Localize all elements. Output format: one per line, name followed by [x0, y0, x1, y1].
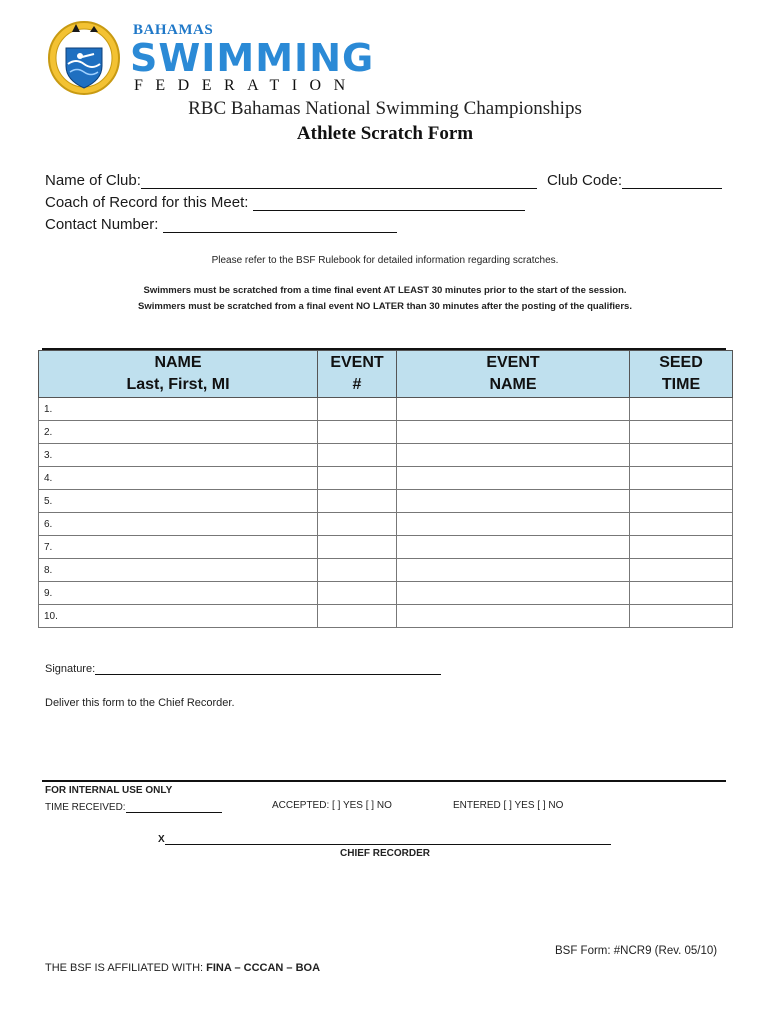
- table-header-row: [39, 351, 733, 398]
- name-cell[interactable]: 8.: [39, 559, 318, 582]
- event-name-cell[interactable]: [397, 536, 630, 559]
- seed-time-cell[interactable]: [630, 421, 733, 444]
- name-cell[interactable]: 2.: [39, 421, 318, 444]
- table-row: [39, 398, 733, 421]
- form-id: BSF Form: #NCR9 (Rev. 05/10): [555, 945, 718, 957]
- event-number-cell[interactable]: [318, 421, 397, 444]
- event-number-cell[interactable]: [318, 536, 397, 559]
- event-name-cell[interactable]: [397, 605, 630, 628]
- table-row: [39, 536, 733, 559]
- table-row: [39, 467, 733, 490]
- event-name-cell[interactable]: [397, 398, 630, 421]
- table-row: [39, 421, 733, 444]
- logo-text-swimming: SWIMMING: [130, 36, 375, 80]
- logo-text-federation: FEDERATION: [134, 77, 358, 94]
- table-row: [39, 559, 733, 582]
- internal-use-rule: [42, 780, 726, 782]
- coach-field[interactable]: [45, 194, 525, 211]
- seed-time-cell[interactable]: [630, 490, 733, 513]
- seed-time-cell[interactable]: [630, 513, 733, 536]
- coach-label: Coach of Record for this Meet:: [45, 194, 249, 211]
- table-row: [39, 490, 733, 513]
- event-number-cell[interactable]: [318, 559, 397, 582]
- seed-time-cell[interactable]: [630, 605, 733, 628]
- event-number-cell[interactable]: [318, 444, 397, 467]
- event-name-cell[interactable]: [397, 559, 630, 582]
- seed-time-cell[interactable]: [630, 467, 733, 490]
- club-code-label: Club Code:: [547, 172, 623, 189]
- affiliation-line: [45, 962, 320, 974]
- club-code-field[interactable]: [547, 172, 722, 189]
- name-cell[interactable]: 3.: [39, 444, 318, 467]
- internal-use-label: FOR INTERNAL USE ONLY: [45, 785, 173, 796]
- table-row: [39, 513, 733, 536]
- signature-line[interactable]: [95, 661, 441, 675]
- table-row: [39, 444, 733, 467]
- name-cell[interactable]: 4.: [39, 467, 318, 490]
- header-name: NAME Last, First, MI: [39, 351, 318, 398]
- event-number-cell[interactable]: [318, 513, 397, 536]
- table-row: [39, 605, 733, 628]
- form-subtitle: Athlete Scratch Form: [296, 123, 474, 144]
- event-name-cell[interactable]: [397, 490, 630, 513]
- name-cell[interactable]: 10.: [39, 605, 318, 628]
- seed-time-cell[interactable]: [630, 398, 733, 421]
- accepted-checkboxes[interactable]: ACCEPTED: [ ] YES [ ] NO: [272, 800, 392, 811]
- scratch-table: [38, 350, 733, 628]
- event-name-cell[interactable]: [397, 467, 630, 490]
- chief-recorder-label: CHIEF RECORDER: [340, 848, 431, 859]
- x-mark: X: [158, 834, 165, 845]
- event-name-cell[interactable]: [397, 582, 630, 605]
- club-name-field[interactable]: [45, 172, 537, 189]
- header-event-name: EVENT NAME: [397, 351, 630, 398]
- chief-recorder-sign-field[interactable]: [158, 832, 611, 845]
- event-number-cell[interactable]: [318, 490, 397, 513]
- time-received-line[interactable]: [126, 800, 222, 813]
- time-received-label: TIME RECEIVED:: [45, 802, 126, 813]
- event-name-cell[interactable]: [397, 444, 630, 467]
- seed-time-cell[interactable]: [630, 444, 733, 467]
- name-cell[interactable]: 9.: [39, 582, 318, 605]
- logo-text-bahamas: BAHAMAS: [133, 22, 214, 38]
- federation-crest-logo: [46, 18, 122, 98]
- club-name-label: Name of Club:: [45, 172, 141, 189]
- contact-line[interactable]: [163, 216, 397, 233]
- header-event-number: EVENT #: [318, 351, 397, 398]
- seed-time-cell[interactable]: [630, 536, 733, 559]
- entered-checkboxes[interactable]: ENTERED [ ] YES [ ] NO: [453, 800, 564, 811]
- signature-label: Signature:: [45, 663, 96, 675]
- affiliation-orgs: FINA – CCCAN – BOA: [206, 962, 321, 974]
- affiliation-prefix: THE BSF IS AFFILIATED WITH:: [45, 962, 207, 974]
- time-received-field[interactable]: [45, 800, 222, 813]
- deliver-instruction: Deliver this form to the Chief Recorder.: [45, 697, 235, 709]
- name-cell[interactable]: 6.: [39, 513, 318, 536]
- form-title: RBC Bahamas National Swimming Championships: [188, 98, 582, 119]
- coach-line[interactable]: [253, 194, 525, 211]
- event-number-cell[interactable]: [318, 582, 397, 605]
- chief-recorder-line[interactable]: [165, 832, 611, 845]
- club-name-line[interactable]: [141, 172, 537, 189]
- event-number-cell[interactable]: [318, 398, 397, 421]
- event-name-cell[interactable]: [397, 513, 630, 536]
- seed-time-cell[interactable]: [630, 582, 733, 605]
- signature-field[interactable]: [45, 661, 441, 675]
- event-number-cell[interactable]: [318, 605, 397, 628]
- header-seed-time: SEED TIME: [630, 351, 733, 398]
- name-cell[interactable]: 7.: [39, 536, 318, 559]
- scratch-rule-1: Swimmers must be scratched from a time final event AT LEAST 30 minutes prior to the start of the session.: [143, 285, 627, 296]
- seed-time-cell[interactable]: [630, 559, 733, 582]
- club-code-line[interactable]: [622, 172, 722, 189]
- event-name-cell[interactable]: [397, 421, 630, 444]
- rulebook-note: Please refer to the BSF Rulebook for detailed information regarding scratches.: [211, 255, 559, 266]
- event-number-cell[interactable]: [318, 467, 397, 490]
- name-cell[interactable]: 5.: [39, 490, 318, 513]
- scratch-rule-2: Swimmers must be scratched from a final event NO LATER than 30 minutes after the posting of the qualifiers.: [138, 301, 632, 312]
- contact-field[interactable]: [45, 216, 397, 233]
- name-cell[interactable]: 1.: [39, 398, 318, 421]
- table-row: [39, 582, 733, 605]
- contact-label: Contact Number:: [45, 216, 159, 233]
